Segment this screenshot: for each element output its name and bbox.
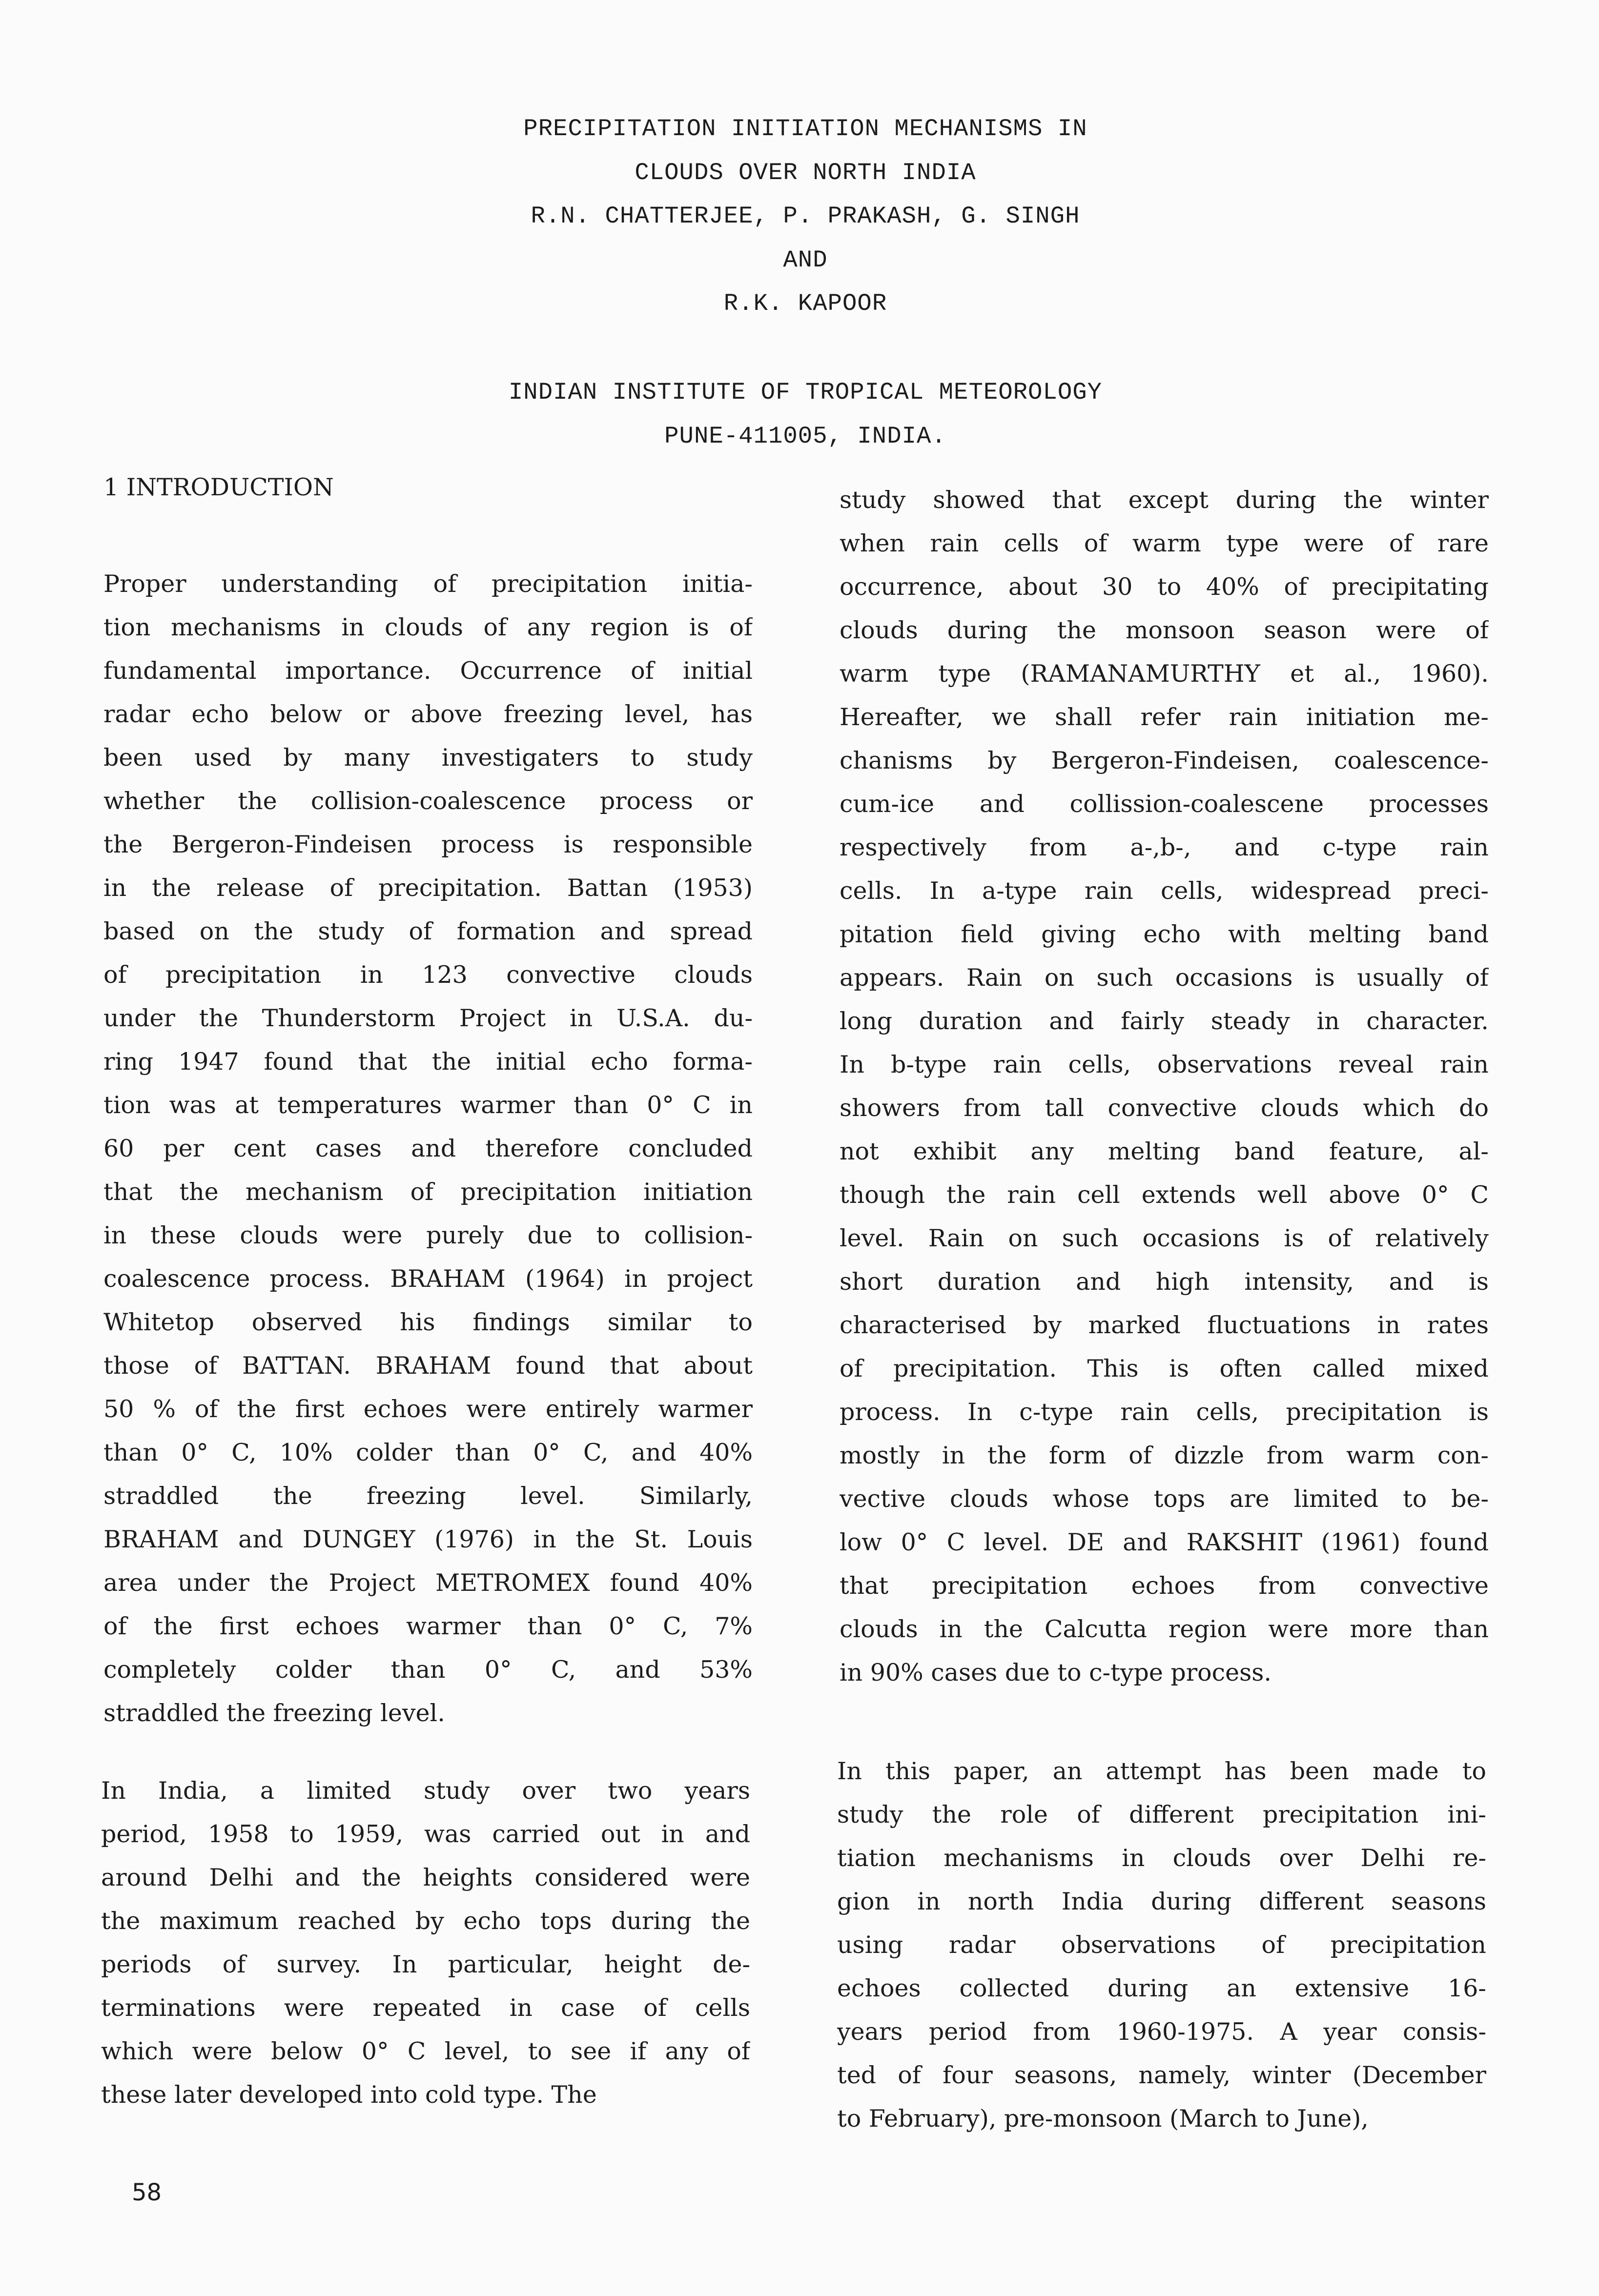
authors-line: R.N. CHATTERJEE, P. PRAKASH, G. SINGH	[531, 203, 1080, 230]
text-line: process. In c-type rain cells, precipitation is	[840, 1398, 1489, 1426]
text-line: study the role of different precipitation ini-	[837, 1801, 1486, 1829]
text-line: gion in north India during different seasons	[837, 1888, 1486, 1915]
text-line: the maximum reached by echo tops during the	[101, 1907, 750, 1935]
text-line: ted of four seasons, namely, winter (December	[837, 2061, 1486, 2089]
text-line: though the rain cell extends well above 0° C	[840, 1181, 1489, 1209]
text-line: completely colder than 0° C, and 53%	[103, 1656, 753, 1684]
text-line: in the release of precipitation. Battan (1953)	[103, 874, 753, 902]
text-line: using radar observations of precipitation	[837, 1931, 1486, 1959]
text-line: cells. In a-type rain cells, widespread preci-	[840, 877, 1489, 905]
text-line: straddled the freezing level.	[103, 1699, 445, 1727]
text-line: characterised by marked fluctuations in rates	[840, 1311, 1489, 1339]
text-line: based on the study of formation and spread	[103, 917, 753, 945]
text-line: 60 per cent cases and therefore concluded	[103, 1135, 753, 1162]
last-author: R.K. KAPOOR	[723, 290, 887, 317]
text-line: cum-ice and collission-coalescene processes	[840, 790, 1489, 818]
text-line: chanisms by Bergeron-Findeisen, coalescence-	[840, 747, 1489, 774]
text-line: periods of survey. In particular, height de-	[101, 1951, 750, 1978]
text-line: short duration and high intensity, and is	[840, 1268, 1489, 1296]
text-line: warm type (RAMANAMURTHY et al., 1960).	[840, 660, 1489, 688]
right-column-paragraph-1	[840, 478, 1489, 1694]
page-number: 58	[132, 2179, 162, 2206]
text-line: ring 1947 found that the initial echo forma-	[103, 1048, 753, 1076]
title-line-1: PRECIPITATION INITIATION MECHANISMS IN	[523, 115, 1087, 142]
text-line: tion mechanisms in clouds of any region is of	[103, 613, 753, 641]
text-line: the Bergeron-Findeisen process is responsible	[103, 831, 753, 858]
text-line: Hereafter, we shall refer rain initiation me-	[840, 703, 1489, 731]
text-line: low 0° C level. DE and RAKSHIT (1961) found	[840, 1528, 1489, 1556]
text-line: long duration and fairly steady in character.	[840, 1007, 1489, 1035]
text-line: whether the collision-coalescence process or	[103, 787, 753, 815]
text-line: BRAHAM and DUNGEY (1976) in the St. Louis	[103, 1525, 753, 1553]
text-line: level. Rain on such occasions is of relatively	[840, 1224, 1489, 1252]
text-line: In India, a limited study over two years	[101, 1777, 750, 1805]
text-line: In this paper, an attempt has been made to	[837, 1757, 1486, 1785]
text-line: straddled the freezing level. Similarly,	[103, 1482, 753, 1510]
text-line: than 0° C, 10% colder than 0° C, and 40%	[103, 1439, 753, 1466]
text-line: clouds in the Calcutta region were more than	[840, 1615, 1489, 1643]
text-line: of precipitation in 123 convective clouds	[103, 961, 753, 989]
text-line: fundamental importance. Occurrence of initial	[103, 657, 753, 685]
text-line: of the first echoes warmer than 0° C, 7%	[103, 1612, 753, 1640]
text-line: that precipitation echoes from convective	[840, 1572, 1489, 1600]
text-line: been used by many investigaters to study	[103, 744, 753, 772]
text-line: terminations were repeated in case of cells	[101, 1994, 750, 2022]
text-line: which were below 0° C level, to see if any of	[101, 2037, 750, 2065]
text-line: respectively from a-,b-, and c-type rain	[840, 833, 1489, 861]
text-line: radar echo below or above freezing level, has	[103, 700, 753, 728]
text-line: not exhibit any melting band feature, al-	[840, 1138, 1489, 1165]
text-line: showers from tall convective clouds which do	[840, 1094, 1489, 1122]
text-line: 50 % of the first echoes were entirely warmer	[103, 1395, 753, 1423]
left-column-paragraph-1	[103, 562, 753, 1735]
text-line: In b-type rain cells, observations reveal rain	[840, 1051, 1489, 1078]
text-line: in 90% cases due to c-type process.	[840, 1659, 1271, 1686]
left-column-paragraph-2	[101, 1769, 750, 2116]
text-line: clouds during the monsoon season were of	[840, 616, 1489, 644]
text-line: Whitetop observed his findings similar to	[103, 1308, 753, 1336]
text-line: around Delhi and the heights considered were	[101, 1864, 750, 1891]
text-line: pitation field giving echo with melting band	[840, 920, 1489, 948]
text-line: these later developed into cold type. The	[101, 2081, 597, 2109]
text-line: appears. Rain on such occasions is usually of	[840, 964, 1489, 992]
institute-address: PUNE-411005, INDIA.	[664, 423, 946, 450]
text-line: occurrence, about 30 to 40% of precipitating	[840, 573, 1489, 601]
institute-name: INDIAN INSTITUTE OF TROPICAL METEOROLOGY	[508, 379, 1103, 406]
text-line: to February), pre-monsoon (March to June),	[837, 2105, 1369, 2133]
text-line: area under the Project METROMEX found 40%	[103, 1569, 753, 1597]
text-line: those of BATTAN. BRAHAM found that about	[103, 1352, 753, 1380]
text-line: of precipitation. This is often called mixed	[840, 1355, 1489, 1382]
text-line: period, 1958 to 1959, was carried out in and	[101, 1820, 750, 1848]
right-column-paragraph-2	[837, 1749, 1486, 2140]
title-line-2: CLOUDS OVER NORTH INDIA	[635, 159, 976, 186]
text-line: in these clouds were purely due to collision-	[103, 1221, 753, 1249]
text-line: vective clouds whose tops are limited to be-	[840, 1485, 1489, 1513]
text-line: when rain cells of warm type were of rare	[840, 529, 1489, 557]
text-line: tion was at temperatures warmer than 0° C in	[103, 1091, 753, 1119]
section-heading-introduction: 1 INTRODUCTION	[103, 473, 334, 501]
text-line: Proper understanding of precipitation initia-	[103, 570, 753, 598]
text-line: years period from 1960-1975. A year consis-	[837, 2018, 1486, 2046]
text-line: under the Thunderstorm Project in U.S.A. du-	[103, 1004, 753, 1032]
text-line: tiation mechanisms in clouds over Delhi re-	[837, 1844, 1486, 1872]
authors-and: AND	[783, 246, 828, 274]
text-line: echoes collected during an extensive 16-	[837, 1974, 1486, 2002]
text-line: that the mechanism of precipitation initiation	[103, 1178, 753, 1206]
text-line: mostly in the form of dizzle from warm con-	[840, 1442, 1489, 1469]
text-line: study showed that except during the winter	[840, 486, 1489, 514]
text-line: coalescence process. BRAHAM (1964) in project	[103, 1265, 753, 1293]
